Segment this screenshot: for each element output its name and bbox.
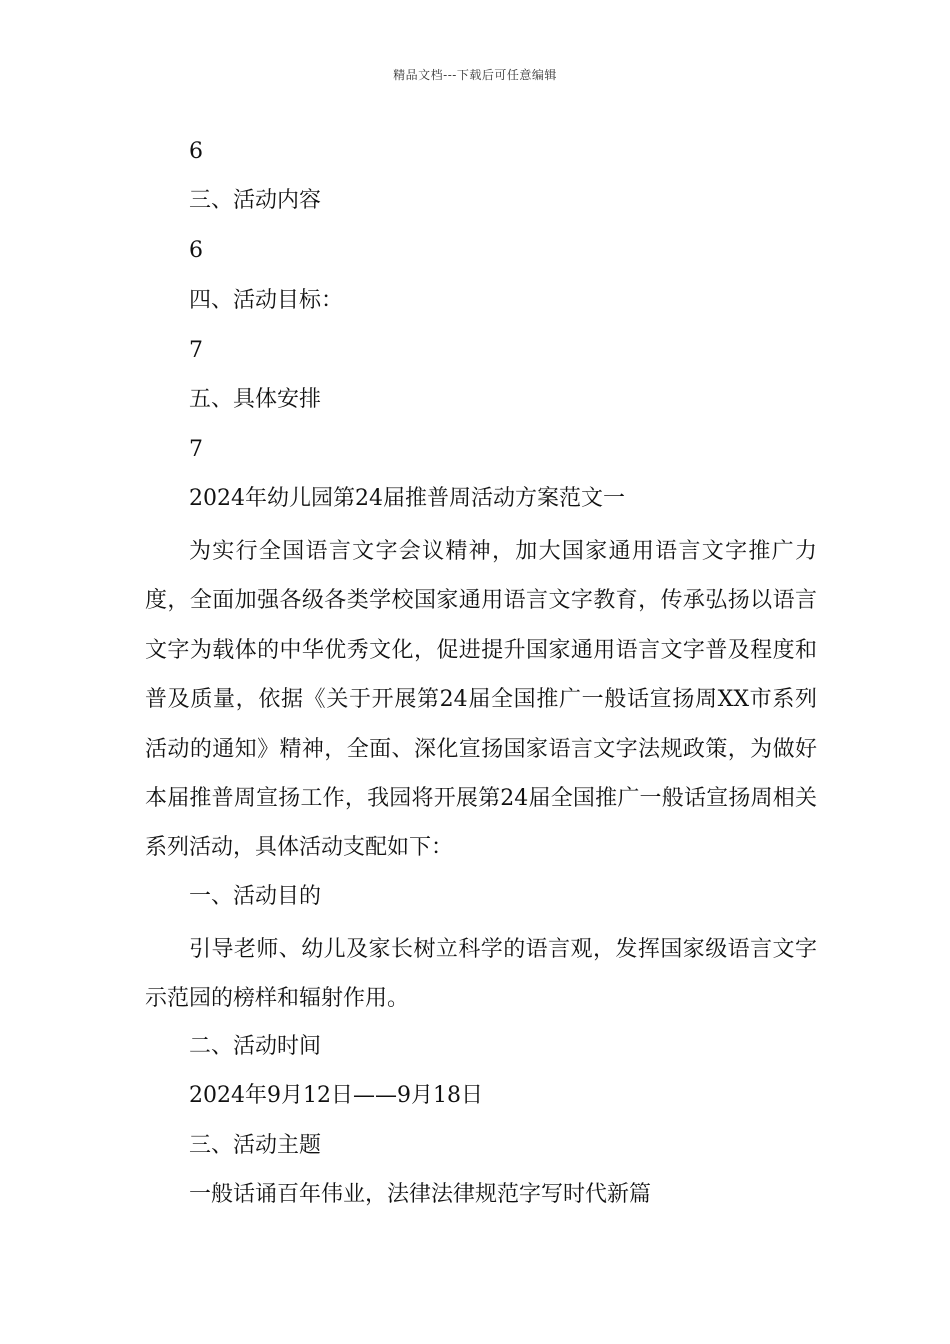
document-title: 2024年幼儿园第24届推普周活动方案范文一 — [189, 486, 625, 511]
toc-page-number: 7 — [189, 437, 203, 462]
section-heading-theme: 三、活动主题 — [189, 1133, 322, 1158]
section-heading-time: 二、活动时间 — [189, 1034, 322, 1059]
section-heading-purpose: 一、活动目的 — [189, 884, 322, 909]
purpose-paragraph: 引导老师、幼儿及家长树立科学的语言观，发挥国家级语言文字示范园的榜样和辐射作用。 — [145, 937, 817, 1012]
toc-page-number: 6 — [189, 238, 203, 263]
activity-date-range: 2024年9月12日——9月18日 — [189, 1083, 483, 1108]
page-header: 精品文档---下载后可任意编辑 — [393, 68, 557, 82]
toc-page-number: 6 — [189, 139, 203, 164]
toc-entry: 四、活动目标： — [189, 288, 344, 313]
activity-theme-text: 一般话诵百年伟业，法律法律规范字写时代新篇 — [189, 1182, 652, 1207]
intro-paragraph: 为实行全国语言文字会议精神，加大国家通用语言文字推广力度，全面加强各级各类学校国家通用语言文字教育，传承弘扬以语言文字为载体的中华优秀文化，促进提升国家通用语言文字普及程度和普及质量，依据《关于开展第24届全国推广一般话宣扬周XX市系列活动的通知》精神，全面、深化宣扬国家语言文字法规政策，为做好本届推普周宣扬工作，我园将开展第24届全国推广一般话宣扬周相关系列活动，具体活动支配如下： — [145, 539, 817, 861]
toc-entry: 三、活动内容 — [189, 188, 322, 213]
toc-entry: 五、具体安排 — [189, 387, 322, 412]
toc-page-number: 7 — [189, 338, 203, 363]
